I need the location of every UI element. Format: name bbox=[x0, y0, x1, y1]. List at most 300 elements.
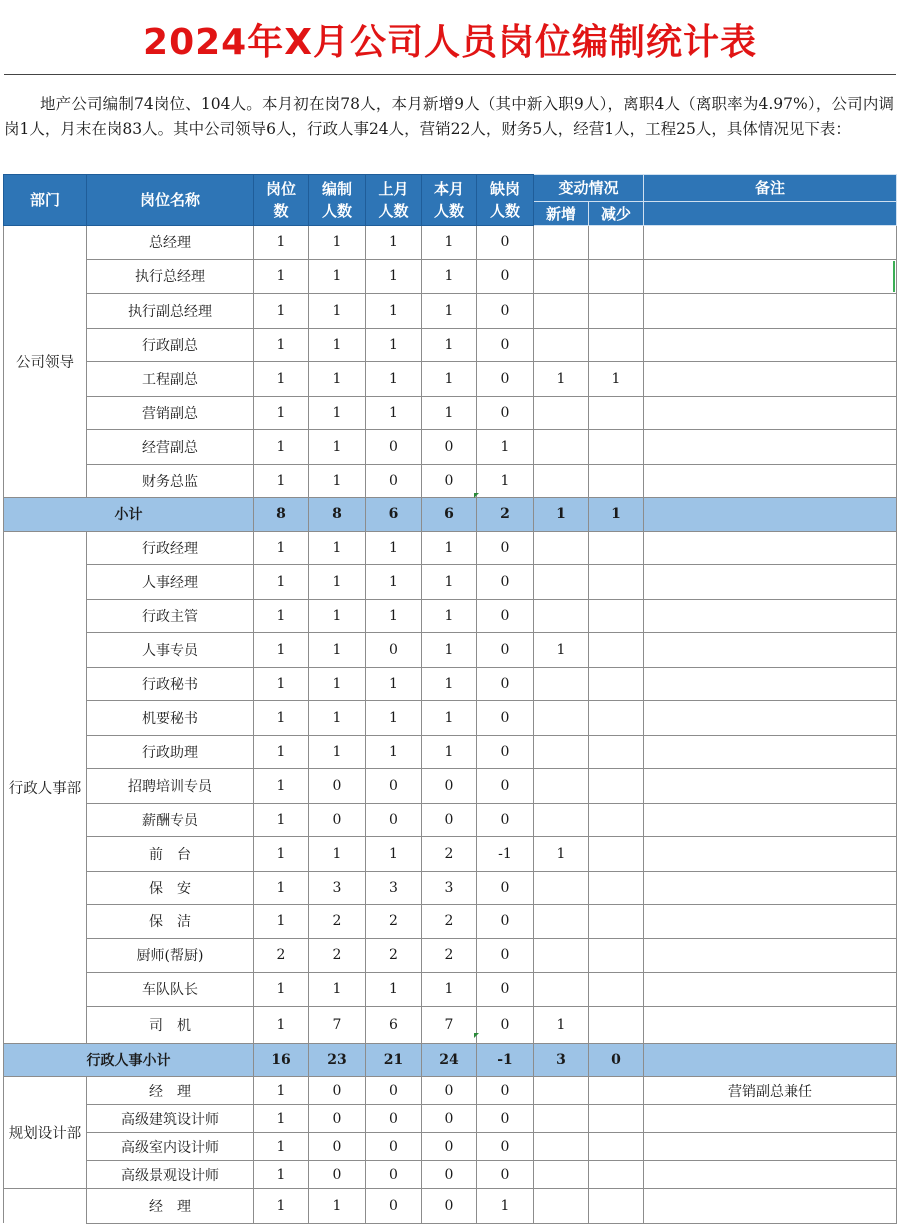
value-cell-posts: 1 bbox=[254, 328, 309, 362]
table-row bbox=[4, 599, 897, 633]
header-posts: 岗位 数 bbox=[254, 175, 309, 226]
value-cell-quota: 0 bbox=[309, 1133, 366, 1161]
table-row bbox=[4, 973, 897, 1007]
table-row bbox=[4, 837, 897, 872]
value-cell-add bbox=[534, 1161, 589, 1189]
value-cell-red bbox=[589, 871, 644, 905]
position-name-cell: 司 机 bbox=[87, 1006, 254, 1043]
value-cell-red bbox=[589, 1161, 644, 1189]
value-cell-this: 2 bbox=[422, 837, 477, 872]
value-cell-this: 7 bbox=[422, 1006, 477, 1043]
value-cell-quota: 1 bbox=[309, 294, 366, 329]
value-cell-last: 1 bbox=[366, 396, 422, 430]
value-cell-add bbox=[534, 531, 589, 565]
position-name-cell: 行政主管 bbox=[87, 599, 254, 633]
value-cell-this: 1 bbox=[422, 259, 477, 294]
position-name-cell: 人事专员 bbox=[87, 633, 254, 668]
value-cell-posts: 1 bbox=[254, 735, 309, 769]
value-cell-add bbox=[534, 803, 589, 837]
value-cell-last: 6 bbox=[366, 1006, 422, 1043]
value-cell-add bbox=[534, 430, 589, 465]
table-row bbox=[4, 701, 897, 736]
subtotal-value-this: 6 bbox=[422, 498, 477, 532]
value-cell-quota: 1 bbox=[309, 362, 366, 397]
subtotal-label: 行政人事小计 bbox=[4, 1043, 254, 1077]
value-cell-quota: 1 bbox=[309, 701, 366, 736]
value-cell-vac: 0 bbox=[477, 803, 534, 837]
value-cell-posts: 1 bbox=[254, 973, 309, 1007]
note-cell bbox=[644, 837, 897, 872]
value-cell-add bbox=[534, 328, 589, 362]
value-cell-add bbox=[534, 1077, 589, 1105]
value-cell-vac: 0 bbox=[477, 938, 534, 973]
value-cell-this: 2 bbox=[422, 905, 477, 939]
value-cell-last: 0 bbox=[366, 1077, 422, 1105]
value-cell-red bbox=[589, 565, 644, 600]
header-note: 备注 bbox=[644, 175, 897, 202]
value-cell-vac: 0 bbox=[477, 1006, 534, 1043]
position-name-cell: 高级景观设计师 bbox=[87, 1161, 254, 1189]
value-cell-red bbox=[589, 803, 644, 837]
value-cell-quota: 1 bbox=[309, 633, 366, 668]
value-cell-posts: 2 bbox=[254, 938, 309, 973]
value-cell-this: 0 bbox=[422, 1105, 477, 1133]
value-cell-vac: 0 bbox=[477, 294, 534, 329]
note-cell bbox=[644, 905, 897, 939]
table-row bbox=[4, 667, 897, 701]
value-cell-vac: 0 bbox=[477, 328, 534, 362]
value-cell-vac: 0 bbox=[477, 599, 534, 633]
value-cell-vac: 0 bbox=[477, 633, 534, 668]
header-note-blank bbox=[644, 202, 897, 226]
header-position: 岗位名称 bbox=[87, 175, 254, 226]
value-cell-quota: 1 bbox=[309, 531, 366, 565]
value-cell-quota: 1 bbox=[309, 565, 366, 600]
value-cell-last: 1 bbox=[366, 226, 422, 260]
header-vacancy: 缺岗 人数 bbox=[477, 175, 534, 226]
note-cell bbox=[644, 1006, 897, 1043]
value-cell-red bbox=[589, 1006, 644, 1043]
value-cell-this: 0 bbox=[422, 1189, 477, 1224]
table-row bbox=[4, 430, 897, 465]
value-cell-red bbox=[589, 701, 644, 736]
value-cell-quota: 1 bbox=[309, 259, 366, 294]
subtotal-value-vac: 2 bbox=[477, 498, 534, 532]
note-cell bbox=[644, 667, 897, 701]
value-cell-red bbox=[589, 226, 644, 260]
dept-cell: 公司领导 bbox=[4, 226, 87, 498]
value-cell-vac: 0 bbox=[477, 259, 534, 294]
value-cell-vac: 1 bbox=[477, 1189, 534, 1224]
note-cell bbox=[644, 1105, 897, 1133]
value-cell-posts: 1 bbox=[254, 667, 309, 701]
value-cell-red bbox=[589, 464, 644, 498]
value-cell-posts: 1 bbox=[254, 871, 309, 905]
value-cell-red bbox=[589, 328, 644, 362]
value-cell-vac: -1 bbox=[477, 837, 534, 872]
value-cell-red bbox=[589, 667, 644, 701]
value-cell-this: 1 bbox=[422, 667, 477, 701]
position-name-cell: 前 台 bbox=[87, 837, 254, 872]
value-cell-this: 1 bbox=[422, 565, 477, 600]
value-cell-posts: 1 bbox=[254, 294, 309, 329]
value-cell-add: 1 bbox=[534, 837, 589, 872]
value-cell-posts: 1 bbox=[254, 1133, 309, 1161]
value-cell-last: 1 bbox=[366, 667, 422, 701]
note-cell bbox=[644, 1133, 897, 1161]
value-cell-add bbox=[534, 226, 589, 260]
value-cell-this: 1 bbox=[422, 599, 477, 633]
value-cell-last: 0 bbox=[366, 1189, 422, 1224]
position-name-cell: 高级室内设计师 bbox=[87, 1133, 254, 1161]
dept-cell: 规划设计部 bbox=[4, 1077, 87, 1189]
note-cell bbox=[644, 938, 897, 973]
value-cell-last: 0 bbox=[366, 633, 422, 668]
position-name-cell: 机要秘书 bbox=[87, 701, 254, 736]
table-row bbox=[4, 1133, 897, 1161]
value-cell-vac: 0 bbox=[477, 531, 534, 565]
value-cell-vac: 0 bbox=[477, 1133, 534, 1161]
value-cell-posts: 1 bbox=[254, 1077, 309, 1105]
value-cell-posts: 1 bbox=[254, 803, 309, 837]
value-cell-vac: 0 bbox=[477, 871, 534, 905]
subtotal-value-posts: 16 bbox=[254, 1043, 309, 1077]
value-cell-vac: 0 bbox=[477, 362, 534, 397]
subtotal-value-last: 6 bbox=[366, 498, 422, 532]
note-cell bbox=[644, 328, 897, 362]
value-cell-last: 0 bbox=[366, 1161, 422, 1189]
value-cell-quota: 7 bbox=[309, 1006, 366, 1043]
value-cell-red bbox=[589, 633, 644, 668]
subtotal-value-quota: 23 bbox=[309, 1043, 366, 1077]
table-row bbox=[4, 1189, 897, 1224]
value-cell-posts: 1 bbox=[254, 430, 309, 465]
value-cell-add: 1 bbox=[534, 633, 589, 668]
value-cell-this: 1 bbox=[422, 294, 477, 329]
value-cell-this: 1 bbox=[422, 973, 477, 1007]
position-name-cell: 车队队长 bbox=[87, 973, 254, 1007]
value-cell-add bbox=[534, 973, 589, 1007]
value-cell-quota: 1 bbox=[309, 328, 366, 362]
value-cell-quota: 2 bbox=[309, 938, 366, 973]
table-row bbox=[4, 362, 897, 397]
position-name-cell: 行政经理 bbox=[87, 531, 254, 565]
title-divider bbox=[4, 74, 896, 75]
value-cell-vac: 1 bbox=[477, 464, 534, 498]
value-cell-posts: 1 bbox=[254, 701, 309, 736]
value-cell-posts: 1 bbox=[254, 226, 309, 260]
value-cell-red bbox=[589, 1077, 644, 1105]
subtotal-label: 小计 bbox=[4, 498, 254, 532]
note-cell bbox=[644, 599, 897, 633]
value-cell-last: 3 bbox=[366, 871, 422, 905]
value-cell-this: 2 bbox=[422, 938, 477, 973]
header-reduced: 减少 bbox=[589, 202, 644, 226]
value-cell-this: 1 bbox=[422, 531, 477, 565]
position-name-cell: 厨师(帮厨) bbox=[87, 938, 254, 973]
table-row bbox=[4, 531, 897, 565]
value-cell-last: 0 bbox=[366, 464, 422, 498]
value-cell-red bbox=[589, 938, 644, 973]
value-cell-this: 0 bbox=[422, 803, 477, 837]
subtotal-value-red: 1 bbox=[589, 498, 644, 532]
value-cell-this: 0 bbox=[422, 1133, 477, 1161]
value-cell-posts: 1 bbox=[254, 362, 309, 397]
value-cell-red bbox=[589, 769, 644, 804]
subtotal-value-this: 24 bbox=[422, 1043, 477, 1077]
value-cell-quota: 1 bbox=[309, 1189, 366, 1224]
value-cell-add bbox=[534, 599, 589, 633]
value-cell-vac: 0 bbox=[477, 226, 534, 260]
value-cell-add bbox=[534, 938, 589, 973]
value-cell-this: 0 bbox=[422, 1161, 477, 1189]
value-cell-this: 1 bbox=[422, 701, 477, 736]
value-cell-red bbox=[589, 531, 644, 565]
value-cell-add bbox=[534, 1105, 589, 1133]
value-cell-quota: 1 bbox=[309, 464, 366, 498]
note-cell bbox=[644, 871, 897, 905]
subtotal-value-add: 3 bbox=[534, 1043, 589, 1077]
note-cell bbox=[644, 294, 897, 329]
header-quota: 编制 人数 bbox=[309, 175, 366, 226]
value-cell-red bbox=[589, 735, 644, 769]
value-cell-vac: 0 bbox=[477, 973, 534, 1007]
value-cell-add: 1 bbox=[534, 1006, 589, 1043]
value-cell-add bbox=[534, 735, 589, 769]
table-row bbox=[4, 294, 897, 329]
value-cell-quota: 1 bbox=[309, 667, 366, 701]
value-cell-vac: 0 bbox=[477, 735, 534, 769]
note-cell bbox=[644, 430, 897, 465]
value-cell-posts: 1 bbox=[254, 565, 309, 600]
note-cell bbox=[644, 973, 897, 1007]
position-name-cell: 经 理 bbox=[87, 1077, 254, 1105]
note-cell bbox=[644, 735, 897, 769]
note-cell bbox=[644, 531, 897, 565]
value-cell-vac: 1 bbox=[477, 430, 534, 465]
value-cell-posts: 1 bbox=[254, 464, 309, 498]
table-row bbox=[4, 769, 897, 804]
value-cell-red bbox=[589, 973, 644, 1007]
value-cell-vac: 0 bbox=[477, 565, 534, 600]
table-row bbox=[4, 259, 897, 294]
value-cell-quota: 1 bbox=[309, 396, 366, 430]
value-cell-red bbox=[589, 396, 644, 430]
value-cell-vac: 0 bbox=[477, 1105, 534, 1133]
value-cell-add bbox=[534, 1133, 589, 1161]
value-cell-last: 1 bbox=[366, 362, 422, 397]
value-cell-add: 1 bbox=[534, 362, 589, 397]
subtotal-value-vac: -1 bbox=[477, 1043, 534, 1077]
value-cell-last: 0 bbox=[366, 1133, 422, 1161]
value-cell-last: 1 bbox=[366, 259, 422, 294]
value-cell-add bbox=[534, 769, 589, 804]
value-cell-posts: 1 bbox=[254, 1189, 309, 1224]
table-row bbox=[4, 633, 897, 668]
value-cell-posts: 1 bbox=[254, 531, 309, 565]
value-cell-add bbox=[534, 701, 589, 736]
value-cell-quota: 0 bbox=[309, 769, 366, 804]
position-name-cell: 保 洁 bbox=[87, 905, 254, 939]
subtotal-value-posts: 8 bbox=[254, 498, 309, 532]
value-cell-quota: 1 bbox=[309, 735, 366, 769]
subtotal-value-red: 0 bbox=[589, 1043, 644, 1077]
header-dept: 部门 bbox=[4, 175, 87, 226]
note-cell: 营销副总兼任 bbox=[644, 1077, 897, 1105]
value-cell-this: 0 bbox=[422, 430, 477, 465]
value-cell-this: 1 bbox=[422, 328, 477, 362]
position-name-cell: 工程副总 bbox=[87, 362, 254, 397]
value-cell-last: 1 bbox=[366, 531, 422, 565]
value-cell-last: 0 bbox=[366, 769, 422, 804]
value-cell-vac: 0 bbox=[477, 905, 534, 939]
table-row bbox=[4, 735, 897, 769]
value-cell-red bbox=[589, 905, 644, 939]
note-cell bbox=[644, 362, 897, 397]
note-cell bbox=[644, 1189, 897, 1224]
note-cell bbox=[644, 701, 897, 736]
value-cell-red bbox=[589, 430, 644, 465]
subtotal-row bbox=[4, 498, 897, 532]
value-cell-red bbox=[589, 1133, 644, 1161]
table-row bbox=[4, 938, 897, 973]
value-cell-this: 0 bbox=[422, 769, 477, 804]
value-cell-vac: 0 bbox=[477, 1077, 534, 1105]
table-row bbox=[4, 464, 897, 498]
value-cell-quota: 2 bbox=[309, 905, 366, 939]
value-cell-last: 1 bbox=[366, 735, 422, 769]
value-cell-vac: 0 bbox=[477, 769, 534, 804]
table-row bbox=[4, 226, 897, 260]
value-cell-red bbox=[589, 1105, 644, 1133]
note-cell bbox=[644, 259, 897, 294]
position-name-cell: 行政助理 bbox=[87, 735, 254, 769]
value-cell-red: 1 bbox=[589, 362, 644, 397]
position-name-cell: 保 安 bbox=[87, 871, 254, 905]
value-cell-quota: 0 bbox=[309, 1077, 366, 1105]
value-cell-last: 1 bbox=[366, 701, 422, 736]
table-row bbox=[4, 905, 897, 939]
page-title: 2024年X月公司人员岗位编制统计表 bbox=[143, 22, 757, 63]
note-cell bbox=[644, 464, 897, 498]
position-name-cell: 经 理 bbox=[87, 1189, 254, 1224]
subtotal-value-quota: 8 bbox=[309, 498, 366, 532]
selection-edge bbox=[893, 261, 895, 292]
subtotal-value-last: 21 bbox=[366, 1043, 422, 1077]
value-cell-last: 0 bbox=[366, 430, 422, 465]
value-cell-last: 1 bbox=[366, 294, 422, 329]
subtotal-value-add: 1 bbox=[534, 498, 589, 532]
value-cell-this: 1 bbox=[422, 396, 477, 430]
value-cell-last: 0 bbox=[366, 803, 422, 837]
position-name-cell: 执行总经理 bbox=[87, 259, 254, 294]
value-cell-red bbox=[589, 837, 644, 872]
value-cell-posts: 1 bbox=[254, 1006, 309, 1043]
value-cell-posts: 1 bbox=[254, 1161, 309, 1189]
position-name-cell: 人事经理 bbox=[87, 565, 254, 600]
value-cell-quota: 3 bbox=[309, 871, 366, 905]
position-name-cell: 营销副总 bbox=[87, 396, 254, 430]
value-cell-add bbox=[534, 259, 589, 294]
header-last-month: 上月 人数 bbox=[366, 175, 422, 226]
position-name-cell: 财务总监 bbox=[87, 464, 254, 498]
intro-paragraph: 地产公司编制74岗位、104人。本月初在岗78人，本月新增9人（其中新入职9人），离职4人（离职率为4.97%），公司内调岗1人，月末在岗83人。其中公司领导6人，行政人事24人，营销22人，财务5人，经营1人，工程25人，具体情况见下表： bbox=[4, 95, 894, 138]
value-cell-quota: 1 bbox=[309, 973, 366, 1007]
value-cell-quota: 0 bbox=[309, 1161, 366, 1189]
value-cell-red bbox=[589, 294, 644, 329]
value-cell-add bbox=[534, 905, 589, 939]
dept-cell: 行政人事部 bbox=[4, 531, 87, 1043]
value-cell-vac: 0 bbox=[477, 667, 534, 701]
value-cell-posts: 1 bbox=[254, 633, 309, 668]
table-row bbox=[4, 1077, 897, 1105]
note-cell bbox=[644, 769, 897, 804]
value-cell-red bbox=[589, 1189, 644, 1224]
note-cell bbox=[644, 396, 897, 430]
value-cell-last: 1 bbox=[366, 599, 422, 633]
subtotal-note bbox=[644, 1043, 897, 1077]
table-row bbox=[4, 803, 897, 837]
value-cell-vac: 0 bbox=[477, 701, 534, 736]
header-this-month: 本月 人数 bbox=[422, 175, 477, 226]
value-cell-this: 1 bbox=[422, 735, 477, 769]
value-cell-posts: 1 bbox=[254, 769, 309, 804]
value-cell-posts: 1 bbox=[254, 396, 309, 430]
position-name-cell: 经营副总 bbox=[87, 430, 254, 465]
table-row bbox=[4, 1161, 897, 1189]
table-row bbox=[4, 565, 897, 600]
value-cell-quota: 0 bbox=[309, 803, 366, 837]
value-cell-this: 1 bbox=[422, 362, 477, 397]
value-cell-this: 0 bbox=[422, 1077, 477, 1105]
position-name-cell: 总经理 bbox=[87, 226, 254, 260]
value-cell-last: 1 bbox=[366, 565, 422, 600]
value-cell-quota: 0 bbox=[309, 1105, 366, 1133]
position-name-cell: 行政秘书 bbox=[87, 667, 254, 701]
value-cell-last: 1 bbox=[366, 328, 422, 362]
position-name-cell: 行政副总 bbox=[87, 328, 254, 362]
header-change: 变动情况 bbox=[534, 175, 644, 202]
table-row bbox=[4, 1105, 897, 1133]
value-cell-last: 1 bbox=[366, 973, 422, 1007]
table-row bbox=[4, 1006, 897, 1043]
staffing-table bbox=[3, 174, 897, 1224]
value-cell-posts: 1 bbox=[254, 1105, 309, 1133]
note-cell bbox=[644, 565, 897, 600]
value-cell-posts: 1 bbox=[254, 905, 309, 939]
table-row bbox=[4, 871, 897, 905]
value-cell-posts: 1 bbox=[254, 599, 309, 633]
dept-cell bbox=[4, 1189, 87, 1224]
value-cell-last: 2 bbox=[366, 938, 422, 973]
value-cell-quota: 1 bbox=[309, 599, 366, 633]
value-cell-quota: 1 bbox=[309, 226, 366, 260]
value-cell-add bbox=[534, 871, 589, 905]
value-cell-last: 1 bbox=[366, 837, 422, 872]
value-cell-this: 1 bbox=[422, 226, 477, 260]
header-added: 新增 bbox=[534, 202, 589, 226]
value-cell-add bbox=[534, 1189, 589, 1224]
value-cell-last: 2 bbox=[366, 905, 422, 939]
position-name-cell: 高级建筑设计师 bbox=[87, 1105, 254, 1133]
value-cell-posts: 1 bbox=[254, 837, 309, 872]
value-cell-add bbox=[534, 667, 589, 701]
value-cell-posts: 1 bbox=[254, 259, 309, 294]
note-cell bbox=[644, 226, 897, 260]
cell-comment-marker bbox=[474, 493, 479, 498]
note-cell bbox=[644, 1161, 897, 1189]
value-cell-quota: 1 bbox=[309, 837, 366, 872]
